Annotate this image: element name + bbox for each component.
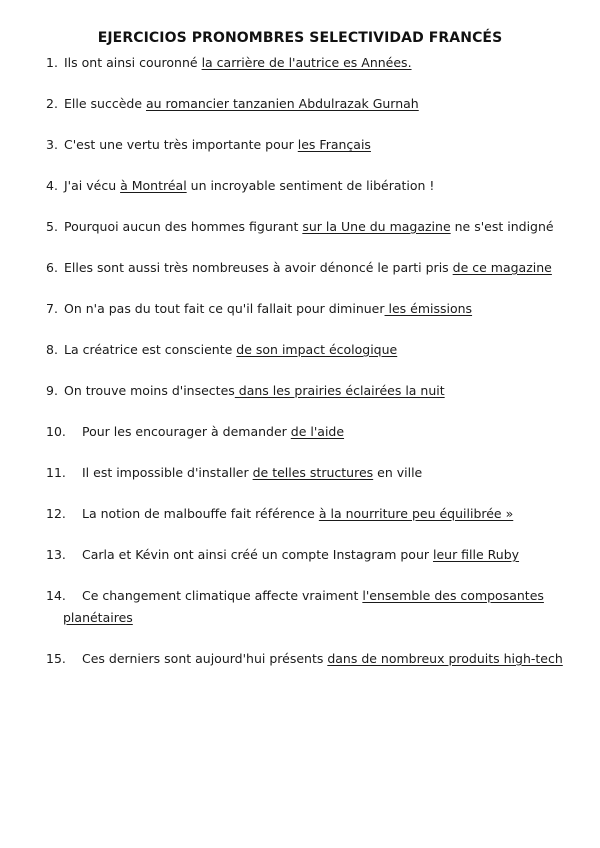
item-number: 11. — [46, 465, 66, 480]
item-underlined-phrase: au romancier tanzanien Abdulrazak Gurnah — [145, 96, 419, 111]
item-text-before: J'ai vécu — [64, 178, 121, 193]
item-text — [82, 421, 344, 443]
item-text-before: On n'a pas du tout fait ce qu'il fallait pour diminuer — [64, 301, 385, 316]
item-underlined-phrase: de ce magazine — [452, 260, 552, 275]
item-text-before: Ils ont ainsi couronné — [64, 55, 202, 70]
item-text-before: Elles sont aussi très nombreuses à avoir dénoncé le parti pris — [64, 260, 453, 275]
item-text — [64, 134, 371, 156]
page-title: EJERCICIOS PRONOMBRES SELECTIVIDAD FRANCÉS — [97, 30, 503, 46]
item-text — [64, 216, 554, 238]
item-underlined-phrase: de telles structures — [252, 465, 374, 480]
item-number: 12. — [46, 506, 66, 521]
item-text — [64, 339, 397, 361]
item-text — [82, 585, 544, 607]
item-text — [82, 648, 563, 670]
item-underlined-continuation: planétaires — [63, 610, 133, 625]
item-text-after: un incroyable sentiment de libération ! — [186, 178, 435, 193]
item-underlined-phrase: leur fille Ruby — [432, 547, 520, 562]
item-text-before: La créatrice est consciente — [64, 342, 237, 357]
item-underlined-phrase: à Montréal — [120, 178, 187, 193]
item-text-before: Pourquoi aucun des hommes figurant — [64, 219, 303, 234]
item-text-before: On trouve moins d'insectes — [64, 383, 235, 398]
item-underlined-phrase: les Français — [297, 137, 371, 152]
item-number: 13. — [46, 547, 66, 562]
item-number: 9. — [46, 383, 58, 398]
item-number: 7. — [46, 301, 58, 316]
item-number: 10. — [46, 424, 66, 439]
item-text-after: en ville — [373, 465, 423, 480]
item-text — [64, 93, 419, 115]
item-number: 2. — [46, 96, 58, 111]
item-number: 8. — [46, 342, 58, 357]
item-underlined-phrase: les émissions — [384, 301, 473, 316]
item-underlined-phrase: à la nourriture peu équilibrée » — [318, 506, 514, 521]
item-text-before: Ce changement climatique affecte vraiment — [82, 588, 363, 603]
item-text-before: Elle succède — [64, 96, 146, 111]
item-number: 6. — [46, 260, 58, 275]
item-number: 3. — [46, 137, 58, 152]
item-text — [64, 52, 412, 74]
item-underlined-phrase: dans de nombreux produits high-tech — [327, 651, 563, 666]
item-number: 4. — [46, 178, 58, 193]
item-text — [82, 544, 519, 566]
item-text — [82, 503, 513, 525]
item-text — [64, 380, 445, 402]
item-text — [82, 462, 422, 484]
item-number: 5. — [46, 219, 58, 234]
item-underlined-phrase: de l'aide — [290, 424, 345, 439]
item-text — [64, 257, 552, 279]
item-underlined-phrase: la carrière de l'autrice es Années. — [201, 55, 412, 70]
item-text-before: Carla et Kévin ont ainsi créé un compte Instagram pour — [82, 547, 433, 562]
item-text — [64, 175, 434, 197]
item-text — [64, 298, 472, 320]
item-text-before: Il est impossible d'installer — [82, 465, 253, 480]
item-text-before: La notion de malbouffe fait référence — [82, 506, 319, 521]
item-underlined-phrase: dans les prairies éclairées la nuit — [234, 383, 445, 398]
item-number: 1. — [46, 55, 58, 70]
item-text-before: Ces derniers sont aujourd'hui présents — [82, 651, 328, 666]
item-text-before: Pour les encourager à demander — [82, 424, 291, 439]
item-number: 15. — [46, 651, 66, 666]
item-underlined-phrase: sur la Une du magazine — [302, 219, 451, 234]
item-text-before: C'est une vertu très importante pour — [64, 137, 298, 152]
item-number: 14. — [46, 588, 66, 603]
item-underlined-phrase: l'ensemble des composantes — [362, 588, 544, 603]
item-text-after: ne s'est indigné — [450, 219, 554, 234]
item-underlined-phrase: de son impact écologique — [236, 342, 398, 357]
